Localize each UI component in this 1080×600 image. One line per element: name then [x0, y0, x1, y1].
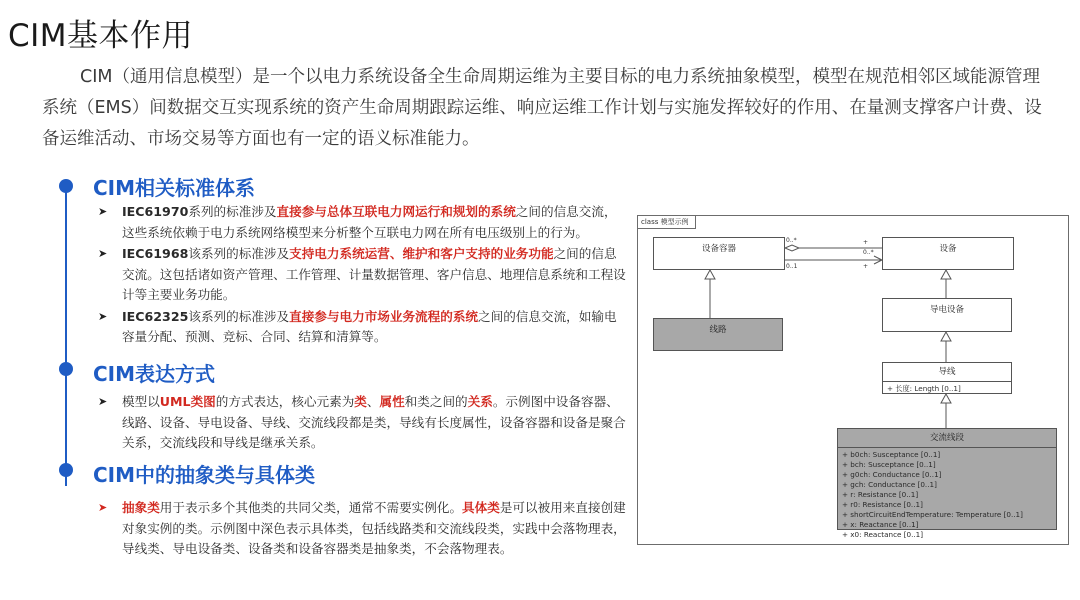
arrow-bullet-icon: ➤ [98, 205, 108, 218]
section-expression [98, 392, 628, 455]
timeline-dot [59, 179, 73, 193]
timeline-dot [59, 463, 73, 477]
generalization-arrow-icon [941, 270, 951, 279]
list-item: ➤ 模型以UML类图的方式表达，核心元素为类、属性和类之间的关系。示例图中设备容器、线路、设备、导电设备、导线、交流线段都是类，导线有长度属性，设备容器和设备是聚合关系，交流线段和导线是继承关系。 [98, 394, 626, 450]
diagram-tab: class 模型示例 [638, 216, 696, 229]
class-equipment: 设备 [882, 237, 1014, 270]
timeline-dot [59, 362, 73, 376]
class-equipment-container: 设备容器 [653, 237, 785, 270]
class-conductor: 导线 + 长度: Length [0..1] [882, 362, 1012, 394]
list-item: ➤ IEC61970系列的标准涉及直接参与总体互联电力网运行和规划的系统之间的信息交流，这些系统依赖于电力系统网络模型来分析整个互联电力网在所有电压级别上的行为。 [98, 204, 617, 240]
aggregation-diamond-icon [785, 245, 799, 251]
uml-class-diagram [637, 215, 1069, 545]
section-standards [98, 202, 628, 349]
arrow-bullet-icon: ➤ [98, 247, 108, 260]
generalization-arrow-icon [705, 270, 715, 279]
multiplicity-label: 0..* [786, 237, 797, 244]
section-title: CIM中的抽象类与具体类 [93, 463, 316, 487]
class-ac-line-segment: 交流线段 + b0ch: Susceptance [0..1] + bch: Susceptance [0..1] + g0ch: Conductance [0..1] + gch: Conductance [0..1] + r: Resistance [0..1] + r0: Resistance [0..1] + shortCircuitEndTemperature: Temperature [0..1] + x: Reactance [0..1] + x0: Reactance [0..1] [837, 428, 1057, 530]
timeline-line [65, 186, 67, 486]
attribute-list: + 长度: Length [0..1] [887, 384, 961, 393]
arrow-bullet-icon: ➤ [98, 501, 108, 514]
multiplicity-label: 0..* [863, 249, 874, 256]
arrow-bullet-icon: ➤ [98, 395, 108, 408]
list-item: ➤ 抽象类用于表示多个其他类的共同父类，通常不需要实例化。具体类是可以被用来直接创建对象实例的类。示例图中深色表示具体类，包括线路类和交流线段类，实践中会落物理表，导线类、导电设备类、设备类和设备容器类是抽象类，不会落物理表。 [98, 500, 626, 556]
list-item: ➤ IEC61968该系列的标准涉及支持电力系统运营、维护和客户支持的业务功能之间的信息交流。这包括诸如资产管理、工作管理、计量数据管理、客户信息、地理信息系统和工程设计等主要业务功能。 [98, 246, 626, 302]
page-title: CIM基本作用 [8, 18, 194, 54]
list-item: ➤ IEC62325该系列的标准涉及直接参与电力市场业务流程的系统之间的信息交流，如输电容量分配、预测、竞标、合同、结算和清算等。 [98, 308, 617, 344]
multiplicity-label: + [863, 239, 869, 246]
class-line: 线路 [653, 318, 783, 351]
section-title: CIM相关标准体系 [93, 176, 256, 200]
multiplicity-label: 0..1 [786, 263, 798, 270]
section-title: CIM表达方式 [93, 362, 216, 386]
class-conducting-equipment: 导电设备 [882, 298, 1012, 332]
intro-paragraph: CIM（通用信息模型）是一个以电力系统设备全生命周期运维为主要目标的电力系统抽象模型，模型在规范相邻区域能源管理系统（EMS）间数据交互实现系统的资产生命周期跟踪运维、响应运维工作计划与实施发挥较好的作用、在量测支撑客户计费、设备运维活动、市场交易等方面也有一定的语义标准能力。 [42, 67, 1042, 149]
arrow-bullet-icon: ➤ [98, 309, 108, 323]
attribute-list: + b0ch: Susceptance [0..1] + bch: Susceptance [0..1] + g0ch: Conductance [0..1] + gch: Conductance [0..1] + r: Resistance [0..1] + r0: Resistance [0..1] + shortCircuitEndTemperature: Temperature [0..1] + x: Reactance [0..1] + x0: Reactance [0..1] [842, 450, 1023, 539]
multiplicity-label: + [863, 263, 869, 270]
section-abstract-concrete [98, 498, 628, 561]
generalization-arrow-icon [941, 332, 951, 341]
